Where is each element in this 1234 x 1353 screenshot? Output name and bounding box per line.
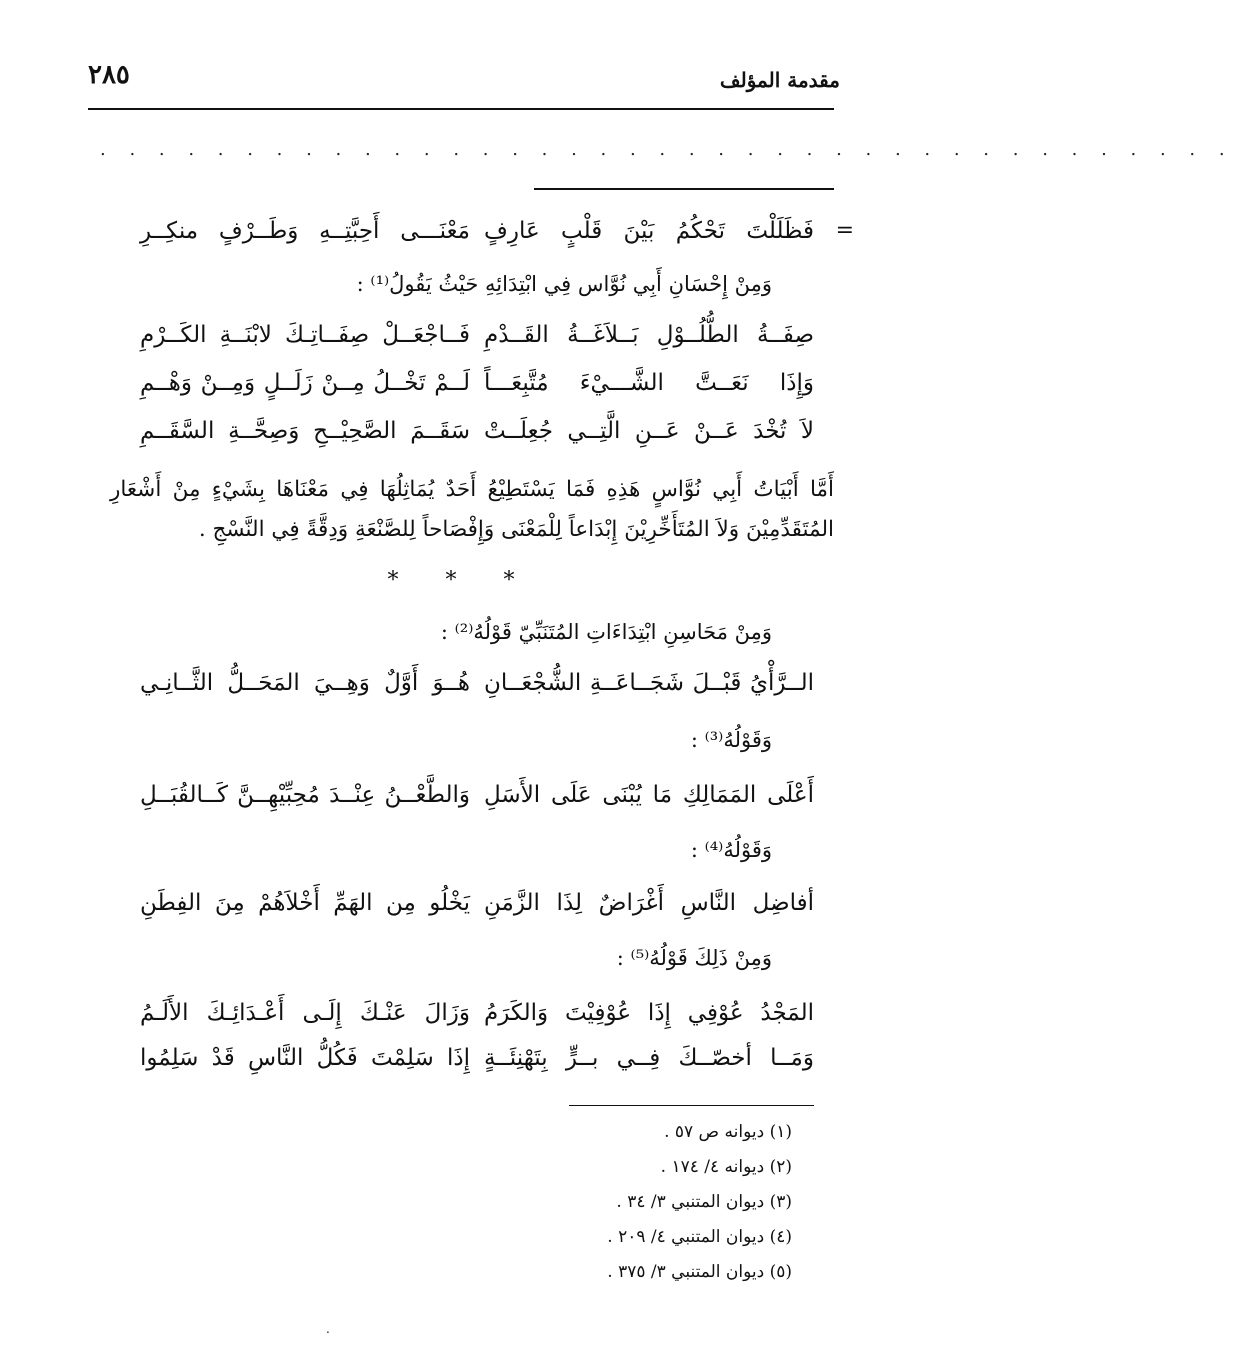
- verse-second-hemistich: فَــاجْعَــلْ صِفَــاتِـكَ لابْنَــةِ الكَــرْمِ: [140, 322, 470, 348]
- running-header-title: مقدمة المؤلف: [719, 68, 840, 92]
- page-number: ٢٨٥: [88, 60, 130, 90]
- verse-first-hemistich: وَمَــا أخصّــكَ فِــي بــرٍّ بِتَهْنِئَــةٍ: [484, 1045, 814, 1071]
- intro-line: وَقَوْلُهُ⁽⁴⁾ :: [690, 838, 772, 862]
- verse-second-hemistich: مَعْنَـــى أَحِبَّتِــهِ وَطَــرْفٍ منكِــرِ: [140, 218, 470, 244]
- verse-first-hemistich: فَظَلَلْتَ تَحْكُمُ بَيْنَ قَلْبٍ عَارِفٍ: [484, 218, 814, 244]
- intro-line: وَمِنْ ذَلِكَ قَوْلُهُ⁽⁵⁾ :: [616, 946, 772, 970]
- verse-second-hemistich: يَخْلُو مِن الهَمِّ أَخْلاَهُمْ مِنَ الفِطَنِ: [140, 890, 470, 916]
- verse-first-hemistich: الــرَّأْيُ قَبْــلَ شَجَــاعَــةِ الشُّجْعَــانِ: [484, 670, 814, 696]
- verse-line: [140, 890, 814, 934]
- verse-first-hemistich: المَجْدُ عُوْفِي إِذَا عُوْفِيْتَ وَالكَرَمُ: [484, 1000, 814, 1026]
- verse-line: [140, 1045, 814, 1089]
- verse-first-hemistich: أفاضِل النَّاسِ أَغْرَاضٌ لِذَا الزَّمَنِ: [484, 890, 814, 916]
- verse-line: [140, 782, 814, 826]
- verse-line: [140, 370, 814, 414]
- intro-line: وَقَوْلُهُ⁽³⁾ :: [690, 728, 772, 752]
- verse-line: [140, 322, 814, 366]
- bottom-dot: .: [326, 1322, 330, 1336]
- verse-second-hemistich: لَــمْ تَخْــلُ مِــنْ زَلَــلٍ وَمِــنْ وَهْــمِ: [140, 370, 470, 396]
- prose-paragraph: أَمَّا أَبْيَاتُ أَبِي نُوَّاسٍ هَذِهِ فَمَا يَسْتَطِيْعُ أَحَدٌ يُمَاثِلُهَا فِي مَعْنَاهَا بِشَيْءٍ مِنْ أَشْعَارِ المُتَقَدِّمِيْنَ وَلاَ المُتَأَخِّرِيْنَ إِبْدَاعاً لِلْمَعْنَى وَإِفْصَاحاً لِلصَّنْعَةِ وَدِقَّةً فِي النَّسْجِ .: [110, 477, 834, 542]
- footnote: (٤) ديوان المتنبي ٤/ ٢٠٩ .: [607, 1227, 792, 1247]
- verse-line: [140, 418, 814, 462]
- intro-line: وَمِنْ مَحَاسِنِ ابْتِدَاءَاتِ المُتَنَبِّيّ قَوْلُهُ⁽²⁾ :: [440, 620, 772, 644]
- verse-first-hemistich: صِفَــةُ الطُّلُــوْلِ بَــلاَغَــةُ القَــدْمِ: [484, 322, 814, 348]
- verse-second-hemistich: هُــوَ أَوَّلٌ وَهِــيَ المَحَــلُّ الثَّــانِـي: [140, 670, 470, 696]
- verse-second-hemistich: وَالطَّعْــنُ عِنْــدَ مُحِبِّيْهِــنَّ كَــالقُبَــلِ: [140, 782, 470, 808]
- header-rule: [88, 108, 834, 110]
- verse-line: [140, 1000, 814, 1044]
- footnote: (١) ديوانه ص ٥٧ .: [664, 1122, 792, 1142]
- footnote: (٢) ديوانه ٤/ ١٧٤ .: [660, 1157, 792, 1177]
- footnote: (٥) ديوان المتنبي ٣/ ٣٧٥ .: [607, 1262, 792, 1282]
- verse-line: [140, 218, 814, 262]
- footnote: (٣) ديوان المتنبي ٣/ ٣٤ .: [616, 1192, 792, 1212]
- intro-line: وَمِنْ إِحْسَانِ أَبِي نُوَّاس فِي ابْتِدَائِهِ حَيْثُ يَقُولُ⁽¹⁾ :: [356, 272, 772, 296]
- verse-first-hemistich: وَإِذَا نَعَــتَّ الشَّـــيْءَ مُتَّبِعَـــاً: [484, 370, 814, 396]
- footnotes: [607, 1122, 792, 1297]
- footnote-rule: [569, 1105, 814, 1106]
- dotted-separator: . . . . . . . . . . . . . . . . . . . . . . . . . . . . . . . . . . . . . . .: [100, 139, 1234, 160]
- verse-second-hemistich: وَزَالَ عَنْـكَ إِلَـى أَعْـدَائِـكَ الأَلَـمُ: [140, 1000, 470, 1026]
- verse-second-hemistich: إِذَا سَلِمْتَ فَكُلُّ النَّاسِ قَدْ سَلِمُوا: [140, 1045, 470, 1071]
- verse-second-hemistich: سَقَــمَ الصَّحِيْــحِ وَصِحَّــةِ السَّقَــمِ: [140, 418, 470, 444]
- verse-first-hemistich: أَعْلَى المَمَالِكِ مَا يُبْنَى عَلَى الأَسَلِ: [484, 782, 814, 808]
- verse-first-hemistich: لاَ تُخْدَ عَــنْ عَــنِ الَّتِــي جُعِلَــتْ: [484, 418, 814, 444]
- section-rule: [534, 188, 834, 190]
- section-stars: * * *: [387, 568, 535, 593]
- continuation-mark: =: [835, 218, 854, 243]
- verse-line: [140, 670, 814, 714]
